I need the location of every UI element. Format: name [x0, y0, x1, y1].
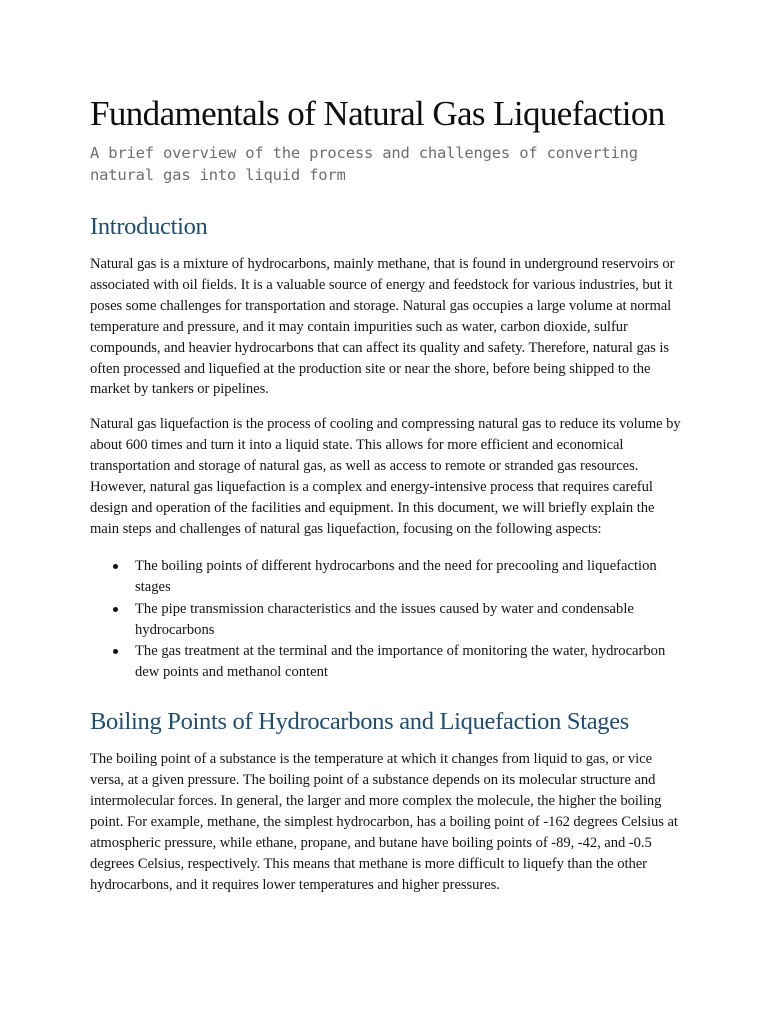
bullet-list — [90, 556, 682, 683]
section-heading-introduction: Introduction — [90, 213, 208, 240]
paragraph: Natural gas liquefaction is the process of cooling and compressing natural gas to reduce its volume by about 600 times and turn it into a liquid state. This allows for more efficient and economical transportation and storage of natural gas, as well as access to remote or stranded gas resources. However, natural gas liquefaction is a complex and energy-intensive process that requires careful design and operation of the facilities and equipment. In this document, we will briefly explain the main steps and challenges of natural gas liquefaction, focusing on the following aspects: — [90, 416, 681, 537]
list-item — [135, 556, 682, 598]
list-item — [135, 599, 682, 641]
list-item-text: The pipe transmission characteristics and the issues caused by water and condensable hydrocarbons — [135, 600, 634, 638]
section-heading-boiling-points: Boiling Points of Hydrocarbons and Liquefaction Stages — [90, 708, 630, 736]
paragraph: Natural gas is a mixture of hydrocarbons, mainly methane, that is found in underground reservoirs or associated with oil fields. It is a valuable source of energy and feedstock for various industries, but it poses some challenges for transportation and storage. Natural gas occupies a large volume at normal temperature and pressure, and it may contain impurities such as water, carbon dioxide, sulfur compounds, and heavier hydrocarbons that can affect its quality and safety. Therefore, natural gas is often processed and liquefied at the production site or near the shore, before being shipped to the market by tankers or pipelines. — [90, 256, 675, 398]
document-title: Fundamentals of Natural Gas Liquefaction — [90, 94, 665, 133]
paragraph: The boiling point of a substance is the temperature at which it changes from liquid to gas, or vice versa, at a given pressure. The boiling point of a substance depends on its molecular structure and intermolecular forces. In general, the larger and more complex the molecule, the higher the boiling point. For example, methane, the simplest hydrocarbon, has a boiling point of -162 degrees Celsius at atmospheric pressure, while ethane, propane, and butane have boiling points of -89, -42, and -0.5 degrees Celsius, respectively. This means that methane is more difficult to liquefy than the other hydrocarbons, and it requires lower temperatures and higher pressures. — [90, 751, 678, 893]
bullet-icon — [113, 649, 118, 654]
list-item-text: The boiling points of different hydrocarbons and the need for precooling and liquefaction stages — [135, 557, 657, 595]
document-subtitle: A brief overview of the process and challenges of converting natural gas into liquid form — [90, 144, 638, 184]
document-page — [90, 92, 682, 896]
bullet-icon — [113, 564, 118, 569]
list-item — [135, 641, 682, 683]
list-item-text: The gas treatment at the terminal and the importance of monitoring the water, hydrocarbon dew points and methanol content — [135, 643, 666, 681]
bullet-icon — [113, 607, 118, 612]
